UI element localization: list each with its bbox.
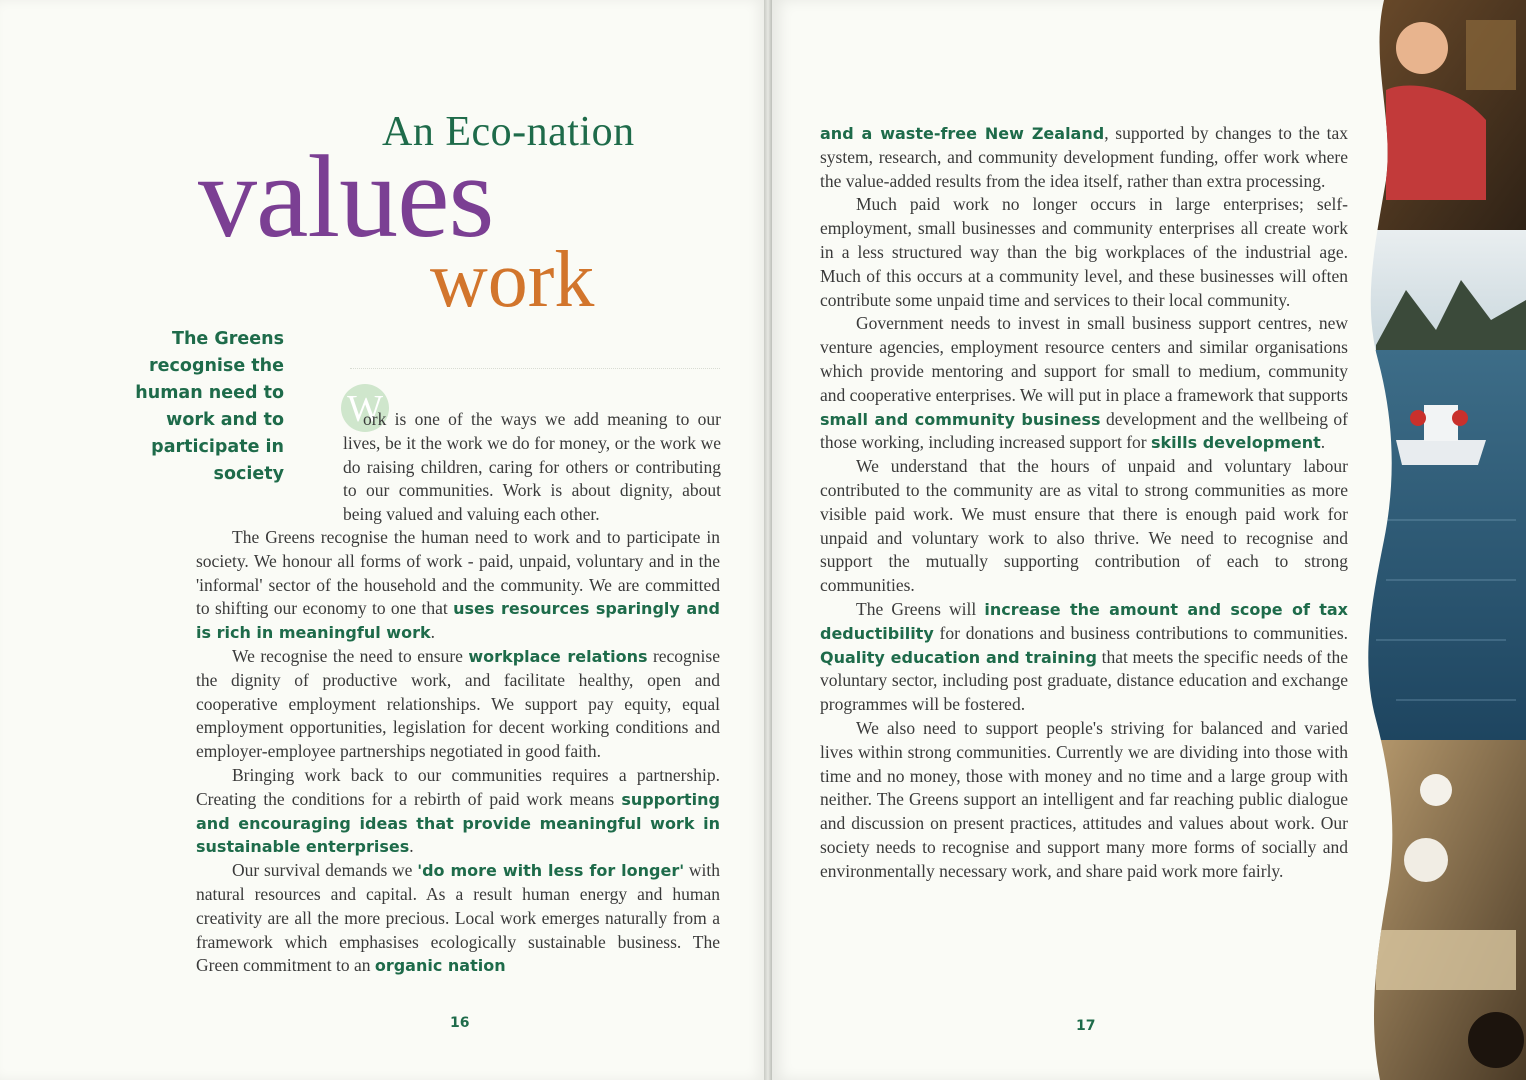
boat-hull-shape	[1396, 440, 1486, 465]
pullquote-line: The Greens	[172, 329, 284, 349]
text-run: Government needs to invest in small business support centres, new venture agencies, employment resource centers and similar organisations which provide mentoring and support for small to medium, community and cooperative enterprises. We will put in place a framework that supports	[820, 313, 1348, 405]
highlighted-phrase: small and community business	[820, 409, 1101, 429]
book-spine	[764, 0, 772, 1080]
text-run: Much paid work no longer occurs in large enterprises; self-employment, small businesses and community enterprises all create work in a less structured way than the big workplaces of the industrial age. Much of this occurs at a community level, and these businesses will often contribute some unpaid time and services to their local community.	[820, 194, 1348, 310]
text-run: Bringing work back to our communities requires a partnership. Creating the conditions for a rebirth of paid work means	[196, 764, 720, 809]
pullquote-line: society	[213, 464, 284, 484]
pullquote	[120, 326, 284, 488]
body-paragraph	[820, 598, 1348, 717]
pullquote-line: participate in	[151, 437, 284, 457]
text-run: with natural resources and capital. As a result human energy and human creativity are all the more precious. Local work emerges naturally from a framework which emphasises ecologically sustainable business. The Green commitment to an	[196, 860, 720, 976]
highlighted-phrase: organic nation	[374, 956, 506, 976]
title-line-values: values	[198, 131, 494, 262]
body-paragraph	[820, 717, 1348, 884]
body-paragraph	[820, 122, 1348, 193]
title-line-eco-nation: An Eco-nation	[382, 109, 635, 155]
person-face-shape	[1396, 22, 1448, 74]
text-run: development and the wellbeing of those working, including increased support for	[820, 408, 1348, 453]
pullquote-line: work and to	[166, 410, 284, 430]
text-run: .	[430, 622, 435, 643]
highlighted-phrase: and a waste-free New Zealand	[820, 124, 1105, 143]
highlighted-phrase: Quality education and training	[820, 647, 1097, 667]
body-paragraph	[196, 645, 720, 764]
text-run: that meets the specific needs of the voluntary sector, including post graduate, distance education and exchange programmes will be fostered.	[820, 646, 1348, 715]
text-run: recognise the dignity of productive work, and facilitate healthy, open and cooperative employment relationships. We support pay equity, equal employment opportunities, legislation for decent working conditions and employer-employee partnerships negotiated in good faith.	[196, 645, 720, 762]
text-run: Our survival demands we	[232, 860, 418, 881]
body-paragraph	[196, 764, 720, 859]
body-paragraph	[196, 859, 720, 978]
title-line-work: work	[430, 236, 595, 324]
intro-text: ork is one of the ways we add meaning to our lives, be it the work we do for money, or the work we do raising children, caring for others or contributing to our communities. Work is about dignity, about being valued and valuing each other.	[343, 409, 721, 525]
text-run: .	[1320, 432, 1326, 453]
body-paragraph	[820, 455, 1348, 598]
photo-collage-strip	[1366, 0, 1526, 1080]
right-body-text	[820, 122, 1348, 884]
text-run: , supported by changes to the tax system, research, and community development funding, offer work where the value-added results from the idea itself, rather than extra processing.	[820, 123, 1348, 191]
right-page	[772, 0, 1526, 1080]
text-run: .	[409, 836, 414, 857]
dropcap-letter: W	[341, 384, 389, 432]
page-number-right: 17	[1076, 1018, 1096, 1034]
page-number-left: 16	[450, 1015, 470, 1031]
text-run: We understand that the hours of unpaid and voluntary labour contributed to the community are as vital to strong communities as more visible paid work. We must ensure that there is enough paid work for unpaid and voluntary work to also thrive. We need to recognise and support the mutually supporting contribution of each to strong communities.	[820, 456, 1348, 596]
pullquote-line: recognise the	[149, 356, 284, 376]
intro-paragraph	[343, 408, 721, 527]
left-body-text	[196, 526, 720, 978]
body-paragraph	[196, 526, 720, 645]
dotted-divider	[350, 368, 720, 369]
boat-cabin-shape	[1424, 405, 1458, 441]
body-paragraph	[820, 312, 1348, 455]
text-run: We recognise the need to ensure	[232, 645, 469, 666]
text-run: We also need to support people's striving for balanced and varied lives within strong communities. Currently we are dividing into those with time and no money, those with money and no time and a large group with neither. The Greens support an intelligent and far reaching public dialogue and discussion on present practices, attitudes and values about work. Our society needs to recognise and support many more forms of socially and environmentally necessary work, and share paid work more fairly.	[820, 717, 1348, 881]
highlighted-phrase: supporting and encouraging ideas that provide meaningful work in sustainable enterprises	[196, 789, 720, 857]
highlighted-phrase: uses resources sparingly and is rich in meaningful work	[196, 599, 720, 643]
highlighted-phrase: increase the amount and scope of tax deductibility	[820, 599, 1349, 643]
text-run: The Greens will	[856, 598, 985, 619]
chef-hat-shape	[1420, 774, 1452, 806]
body-paragraph	[820, 193, 1348, 312]
pullquote-line: human need to	[135, 383, 284, 403]
text-run: The Greens recognise the human need to work and to participate in society. We honour all forms of work - paid, unpaid, voluntary and in the 'informal' sector of the household and the community. We are committed to shifting our economy to one that	[196, 527, 720, 619]
highlighted-phrase: 'do more with less for longer'	[417, 861, 685, 881]
text-run: for donations and business contributions to communities.	[933, 622, 1348, 643]
highlighted-phrase: skills development	[1150, 433, 1321, 453]
highlighted-phrase: workplace relations	[468, 646, 648, 666]
counter-shape	[1376, 930, 1516, 990]
